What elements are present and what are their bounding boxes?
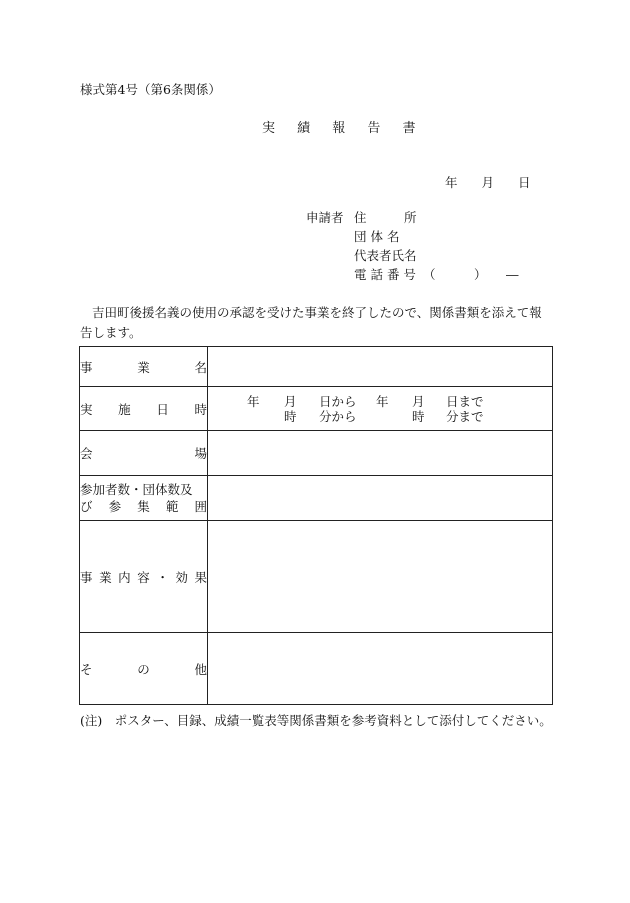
dt-hour-start: 時: [284, 409, 297, 424]
participants-cell[interactable]: [208, 476, 553, 521]
form-number: 様式第4号（第6条関係）: [80, 82, 221, 97]
label-date-time: 実 施 日 時: [80, 387, 208, 431]
dt-day-until: 日まで: [446, 394, 484, 409]
applicant-representative-label: 代表者氏名: [354, 248, 417, 263]
table-row: [80, 476, 553, 521]
table-row: [80, 347, 553, 387]
date-time-cell[interactable]: [208, 387, 553, 431]
label-participants: 参加者数・団体数及 び 参 集 範 囲: [80, 476, 208, 521]
date-month: 月: [481, 175, 495, 190]
table-row: [80, 521, 553, 633]
applicant-phone-label: 電 話 番 号: [354, 267, 416, 282]
dt-minute-until: 分まで: [446, 409, 484, 424]
label-event-name: 事 業 名: [80, 347, 208, 387]
applicant-address-label: 住 所: [354, 210, 417, 225]
label-content-effect: 事 業 内 容 ・ 効 果: [80, 521, 208, 633]
table-row: [80, 431, 553, 476]
dt-minute-from: 分から: [319, 409, 357, 424]
phone-dash: ―: [506, 267, 519, 282]
date-year: 年: [445, 175, 458, 190]
dt-year-end: 年: [376, 394, 389, 409]
label-venue: 会 場: [80, 431, 208, 476]
date-day: 日: [518, 175, 531, 190]
phone-close-paren: ）: [474, 267, 487, 282]
footnote: (注) ポスター、目録、成績一覧表等関係書類を参考資料として添付してください。: [80, 713, 552, 728]
dt-month-start: 月: [284, 394, 297, 409]
label-other: そ の 他: [80, 633, 208, 705]
date-line: [445, 177, 531, 190]
applicant-prefix: 申請者: [306, 210, 344, 225]
dt-hour-end: 時: [412, 409, 425, 424]
dt-month-end: 月: [412, 394, 425, 409]
other-cell[interactable]: [208, 633, 553, 705]
applicant-org-label: 団 体 名: [354, 229, 400, 244]
venue-cell[interactable]: [208, 431, 553, 476]
content-effect-cell[interactable]: [208, 521, 553, 633]
table-row: [80, 387, 553, 431]
report-table: [79, 346, 553, 705]
dt-year-start: 年: [247, 394, 260, 409]
table-row: [80, 633, 553, 705]
document-title: 実 績 報 告 書: [262, 121, 425, 136]
phone-open-paren: （: [423, 267, 436, 282]
event-name-cell[interactable]: [208, 347, 553, 387]
report-body-text: 吉田町後援名義の使用の承認を受けた事業を終了したので、関係書類を添えて報告します。: [80, 305, 542, 340]
dt-day-from: 日から: [319, 394, 357, 409]
